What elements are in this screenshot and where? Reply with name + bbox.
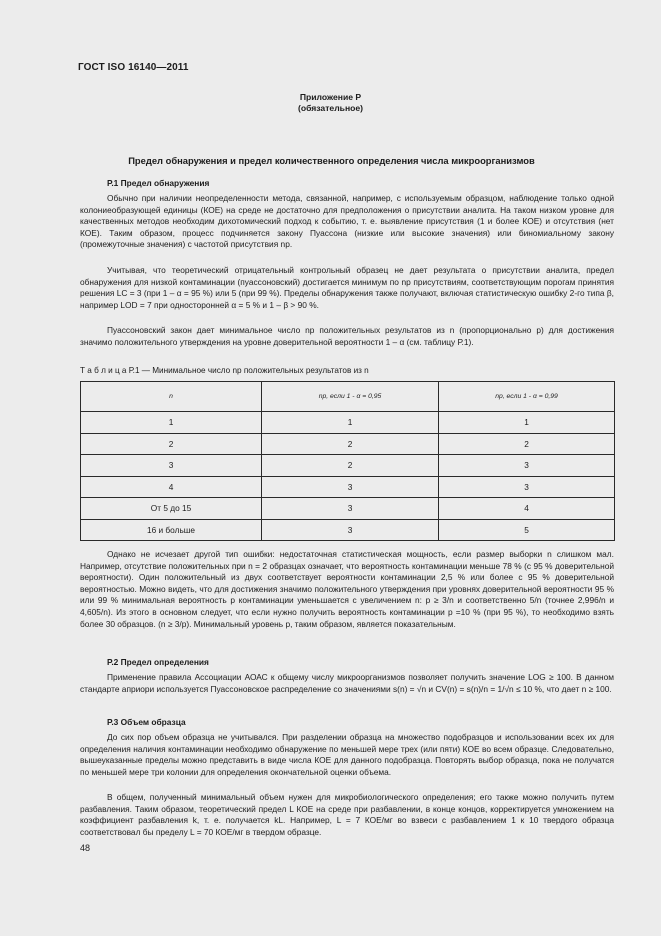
standard-header: ГОСТ ISO 16140—2011 [78,62,189,73]
table-cell: 3 [262,519,439,541]
column-header-n: n [81,382,262,412]
column-header-095: np, если 1 - α = 0,95 [262,382,439,412]
table-caption: Т а б л и ц а Р.1 — Минимальное число np положительных результатов из n [80,366,369,375]
table-cell: 3 [439,455,615,477]
table-row [81,433,615,455]
annex-title: Приложение Р [299,92,362,102]
paragraph-p2: Применение правила Ассоциации АОАС к общему числу микроорганизмов позволяет получить значение LOG ≥ 100. В данном стандарте априори используется Пуассоновское распределение со значениями s(n) = √n и CV(n) = s(n)/n = 1/√n ≤ 10 %, что дает n ≥ 100. [80,672,614,694]
table-cell: 3 [81,455,262,477]
table-cell: 2 [81,433,262,455]
column-header-099: np, если 1 - α = 0,99 [439,382,615,412]
table-cell: 3 [262,498,439,520]
table-header-row [81,382,615,412]
table-cell: 1 [439,412,615,434]
table-row [81,519,615,541]
table-row [81,476,615,498]
page-number: 48 [80,843,91,853]
table-cell: 1 [81,412,262,434]
section-p2-heading: Р.2 Предел определения [107,657,209,667]
table-cell: 2 [262,433,439,455]
document-title: Предел обнаружения и предел количественного определения числа микроорганизмов [128,155,535,166]
table-cell: 2 [439,433,615,455]
table-cell: 3 [439,476,615,498]
table-cell: 2 [262,455,439,477]
paragraph-p3-2: В общем, полученный минимальный объем нужен для микробиологического определения; его также можно получить путем разбавления. Таким образом, теоретический предел L КОЕ на среде при разбавлении, в конце концов, корректируется умножением на коэффициент разбавления k, т. е. получается kL. Например, L = 7 КОЕ/мг во взвеси с разбавлением 1 к 10 твердого образца соответствовал бы пределу L = 70 КОЕ/мг в твердом образце. [80,792,614,837]
table-row [81,498,615,520]
table-row [81,412,615,434]
table-cell: 16 и больше [81,519,262,541]
table-cell: 4 [81,476,262,498]
table-row [81,455,615,477]
paragraph-p1-1: Обычно при наличии неопределенности метода, связанной, например, с используемым образцом, наблюдение только одной колониеобразующей единицы (КОЕ) на среде не достаточно для предположения о присутствии аналита. На таком низком уровне для качественных методов необходим дихотомический подход к событию, т. е. выявление присутствия (1 и более КОЕ) и отсутствия (нет КОЕ). Таким образом, процесс подчиняется закону Пуассона (низкие или высокие значения) или биномиальному закону (промежуточные значения) с частотой присутствия np. [80,193,614,250]
table-cell: 4 [439,498,615,520]
paragraph-p1-3: Пуассоновский закон дает минимальное число np положительных результатов из n (пропорционально p) для достижения значимо положительного утверждения на уровне доверительной вероятности 1 – α (см. таблицу Р.1). [80,325,614,347]
paragraph-p1-2: Учитывая, что теоретический отрицательный контрольный образец не дает результата о присутствии аналита, предел обнаружения для низкой контаминации (пуассоновский) достигается минимум по np присутствиям, соответствующим порогам принятия решения LC = 3 (при 1 – α = 95 %) или 5 (при 99 %). Пределы обнаружения также получают, включая статистическую ошибку 2-го типа β, например LOD = 7 при односторонней α = 5 % и 1 – β > 90 %. [80,265,614,310]
section-p3-heading: Р.3 Объем образца [107,717,186,727]
table-cell: 5 [439,519,615,541]
annex-status: (обязательное) [297,103,364,113]
table-cell: От 5 до 15 [81,498,262,520]
table-cell: 3 [262,476,439,498]
results-table [80,381,615,541]
paragraph-after-table: Однако не исчезает другой тип ошибки: недостаточная статистическая мощность, если размер выборки n слишком мал. Например, отсутствие положительных при n = 2 образцах означает, что вероятность контаминации меньше 78 % (с 95 % доверительной вероятности). Один положительный из двух соответствует вероятности контаминации 2,5 % или более с 95 % доверительной вероятностью. Можно видеть, что для достижения значимо положительного утверждения при уровнях доверительной вероятности 95 % или 99 % минимальная вероятность p контаминации уменьшается с увеличением n: p ≥ 3/n и соответственно 5/n (точнее 2,996/n и 4,605/n). Из этого в основном следует, что если нужно получить вероятность контаминации p =10 % (при 95 %), то необходимо взять более 30 образцов. (n ≥ 3/p). Минимальный уровень p, таким образом, является показательным. [80,549,614,629]
section-p1-heading: Р.1 Предел обнаружения [107,178,210,188]
table-cell: 1 [262,412,439,434]
paragraph-p3-1: До сих пор объем образца не учитывался. При разделении образца на множество подобразцов и использовании всех их для определения наличия контаминации необходимо обнаружение по меньшей мере трех (или пяти) КОЕ во всем образце. Следовательно, вышеуказанные пределы можно представить в виде числа КОЕ для данного подобразца. Повторять выбор образца, пока не получатся по меньшей мере три колонии для определения окончательной оценки объема. [80,732,614,777]
